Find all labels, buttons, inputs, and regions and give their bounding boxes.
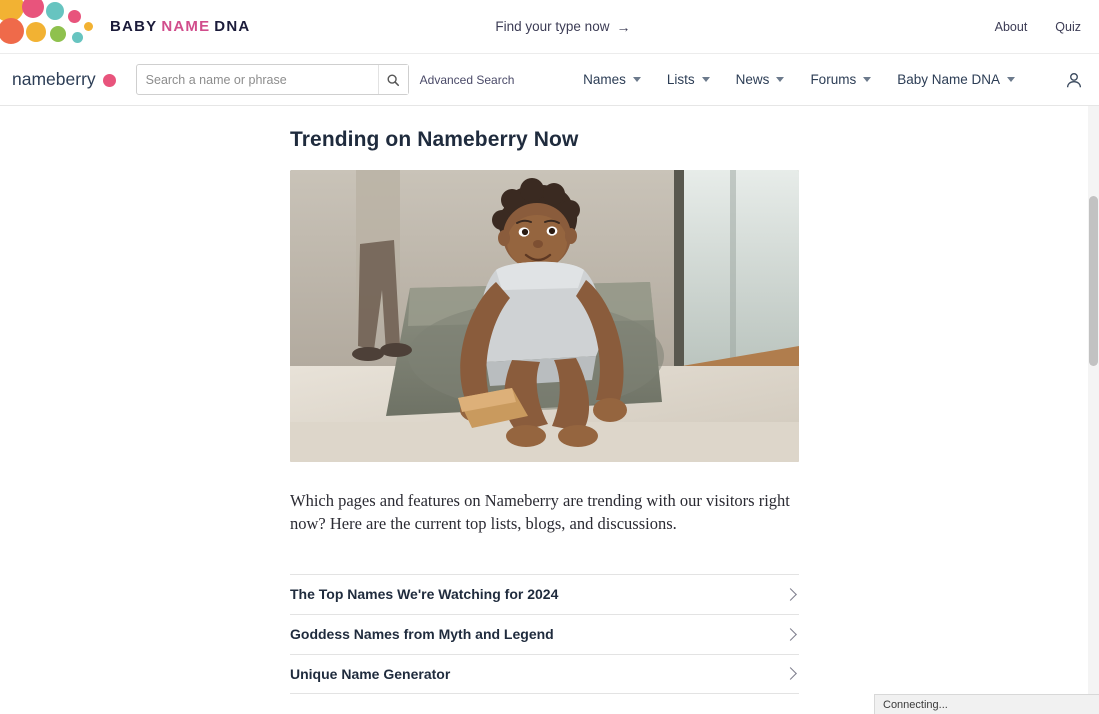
list-item[interactable] [290,614,799,654]
brand-baby-text: BABY [110,18,158,35]
dna-decoration-art [0,0,96,54]
search-bar[interactable] [136,64,409,95]
trending-links-list [290,574,799,694]
site-header [0,54,1099,106]
main-content [290,106,799,694]
page-scrollbar[interactable] [1088,106,1099,714]
chevron-down-icon [1007,77,1015,82]
arrow-right-icon: → [616,18,631,35]
status-text: Connecting... [883,698,948,711]
chevron-down-icon [633,77,641,82]
advanced-search-link[interactable]: Advanced Search [419,72,515,87]
search-icon [386,73,400,87]
list-item[interactable] [290,654,799,694]
nav-label-lists: Lists [666,72,695,87]
baby-name-dna-brand[interactable] [110,18,250,35]
chevron-right-icon [784,588,797,601]
user-account-icon [1064,70,1084,90]
berry-dot-icon [103,74,116,87]
search-button[interactable] [378,65,408,94]
top-link-about[interactable]: About [994,19,1028,34]
list-item[interactable] [290,574,799,614]
top-link-quiz[interactable]: Quiz [1055,19,1081,34]
trending-link-label: Unique Name Generator [290,665,451,682]
chevron-down-icon [702,77,710,82]
nav-item-news[interactable] [736,72,785,87]
logo-text: nameberry [12,69,96,89]
nameberry-logo[interactable] [12,69,116,90]
nav-item-forums[interactable] [810,72,871,87]
top-links [995,20,1099,34]
status-bar [874,694,1099,714]
find-your-type-link[interactable] [495,19,630,35]
promo-bar [0,0,1099,54]
nav-label-baby-name-dna: Baby Name DNA [897,72,1000,87]
trending-link-label: The Top Names We're Watching for 2024 [290,586,559,603]
account-button[interactable] [1063,69,1085,91]
toddler-crawling-photo [290,170,799,462]
brand-name-text: NAME [161,18,211,35]
nav-label-news: News [735,72,770,87]
trending-link-label: Goddess Names from Myth and Legend [290,626,554,643]
intro-paragraph: Which pages and features on Nameberry are trending with our visitors right now? Here are the current top lists, blogs, and discussions. [290,491,790,534]
chevron-right-icon [784,667,797,680]
hero-image [290,170,799,462]
page-title: Trending on Nameberry Now [290,128,579,151]
chevron-down-icon [863,77,871,82]
nav-label-forums: Forums [810,72,857,87]
page-body [0,106,1099,714]
find-your-type-label: Find your type now [495,19,610,34]
search-input[interactable] [137,65,378,94]
nav-item-names[interactable] [583,72,641,87]
chevron-down-icon [776,77,784,82]
nav-item-baby-name-dna[interactable] [897,72,1015,87]
main-navigation [583,69,1085,91]
brand-dna-text: DNA [214,18,251,35]
scrollbar-thumb[interactable] [1089,196,1098,366]
nav-item-lists[interactable] [667,72,710,87]
nav-label-names: Names [583,72,626,87]
chevron-right-icon [784,628,797,641]
